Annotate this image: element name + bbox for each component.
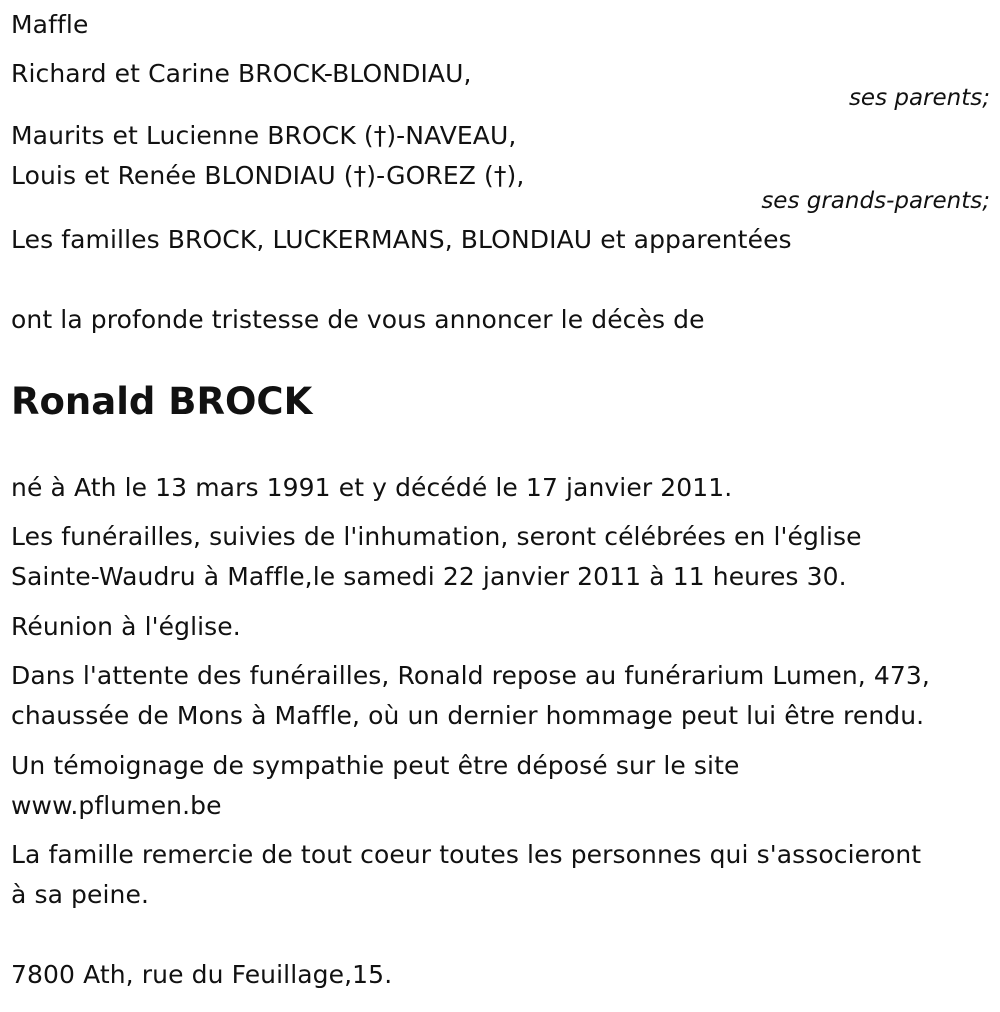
parents-line: Richard et Carine BROCK-BLONDIAU,	[11, 59, 472, 88]
grandparents-line-2: Louis et Renée BLONDIAU (†)-GOREZ (†),	[11, 161, 525, 190]
thanks-line-1: La famille remercie de tout coeur toutes les personnes qui s'associeront	[11, 840, 922, 869]
parents-role: ses parents;	[848, 85, 990, 111]
condolence-line: Un témoignage de sympathie peut être déposé sur le site	[11, 751, 740, 780]
announcement-line: ont la profonde tristesse de vous annoncer le décès de	[11, 305, 705, 334]
families-line: Les familles BROCK, LUCKERMANS, BLONDIAU et apparentées	[11, 225, 792, 254]
meeting-line: Réunion à l'église.	[11, 612, 241, 641]
thanks-line-2: à sa peine.	[11, 880, 150, 909]
grandparents-line-1: Maurits et Lucienne BROCK (†)-NAVEAU,	[11, 121, 517, 150]
condolence-website-link[interactable]: www.pflumen.be	[11, 791, 222, 820]
grandparents-role: ses grands-parents;	[761, 188, 990, 214]
rest-line-2: chaussée de Mons à Maffle, où un dernier hommage peut lui être rendu.	[11, 701, 925, 730]
funeral-line-2: Sainte-Waudru à Maffle,le samedi 22 janvier 2011 à 11 heures 30.	[11, 562, 847, 591]
birth-death-line: né à Ath le 13 mars 1991 et y décédé le 17 janvier 2011.	[11, 473, 733, 502]
address-line: 7800 Ath, rue du Feuillage,15.	[11, 960, 393, 989]
funeral-line-1: Les funérailles, suivies de l'inhumation, seront célébrées en l'église	[11, 522, 862, 551]
deceased-name: Ronald BROCK	[11, 380, 313, 423]
locality: Maffle	[11, 10, 89, 39]
rest-line-1: Dans l'attente des funérailles, Ronald repose au funérarium Lumen, 473,	[11, 661, 930, 690]
